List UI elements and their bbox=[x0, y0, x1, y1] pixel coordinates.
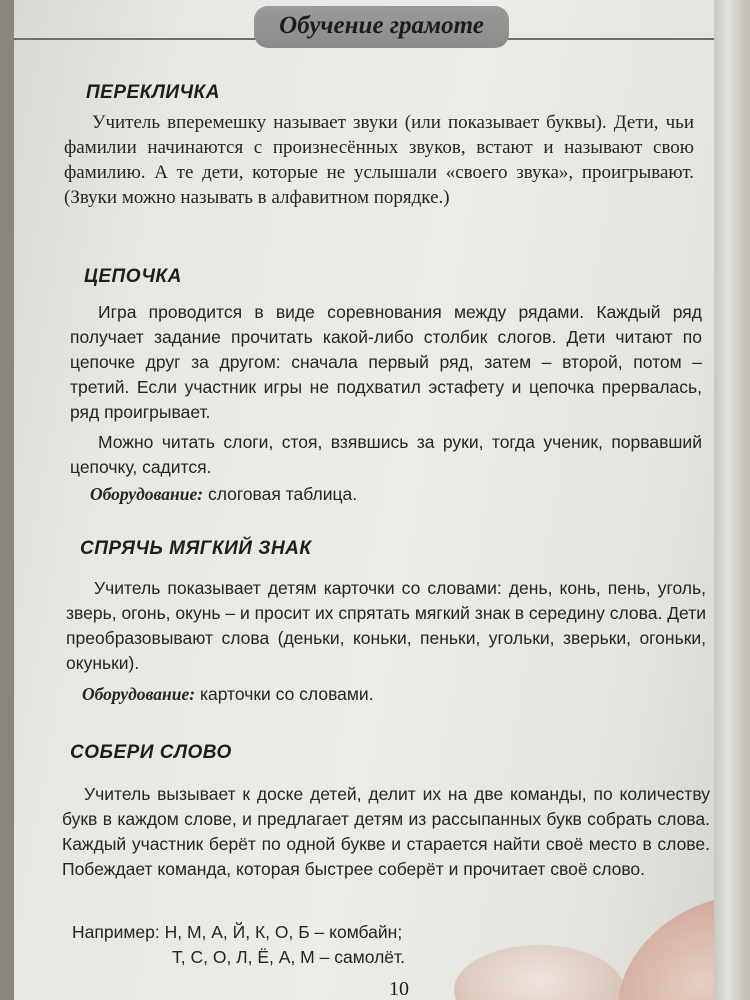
soft-sign-equipment bbox=[82, 684, 374, 705]
chain-paragraph-1: Игра проводится в виде соревнования между рядами. Каждый ряд получает задание прочитать какой-либо столбик слогов. Дети читают по цепочке друг за другом: сначала первый ряд, затем – второй, потом – третий. Если участник игры не подхватил эстафету и цепочка прервалась, ряд проигрывает. bbox=[70, 302, 702, 422]
page-number: 10 bbox=[389, 978, 409, 1000]
chain-equipment-label: Оборудование: bbox=[90, 484, 204, 504]
section-title-build-word: СОБЕРИ СЛОВО bbox=[70, 742, 232, 763]
next-page-edge bbox=[714, 0, 750, 1000]
section-title-chain: ЦЕПОЧКА bbox=[84, 266, 182, 287]
page-header-title: Обучение грамоте bbox=[279, 12, 484, 39]
section-title-soft-sign: СПРЯЧЬ МЯГКИЙ ЗНАК bbox=[80, 538, 312, 559]
book-page bbox=[14, 0, 714, 1000]
section-title-roll-call: ПЕРЕКЛИЧКА bbox=[86, 82, 220, 103]
chain-equipment-text: слоговая таблица. bbox=[207, 484, 358, 504]
build-word-paragraph: Учитель вызывает к доске детей, делит их на две команды, по количеству букв в каждом слове, и предлагает детям из рассыпанных букв собрать слова. Каждый участник берёт по одной букве и старается найти своё место в слове. Побеждает команда, которая быстрее соберёт и прочитает своё слово. bbox=[62, 784, 710, 879]
chain-equipment bbox=[90, 484, 357, 505]
chain-paragraph-2: Можно читать слоги, стоя, взявшись за руки, тогда ученик, порвавший цепочку, садится. bbox=[70, 432, 702, 477]
soft-sign-paragraph: Учитель показывает детям карточки со словами: день, конь, пень, уголь, зверь, огонь, окунь – и просит их спрятать мягкий знак в середину слова. Дети преобразовывают слова (деньки, коньки, пеньки, угольки, зверьки, огоньки, окуньки). bbox=[66, 578, 706, 673]
soft-sign-equipment-text: карточки со словами. bbox=[199, 684, 374, 704]
finger-shadow bbox=[454, 945, 624, 1000]
build-word-example-1: Например: Н, М, А, Й, К, О, Б – комбайн; bbox=[72, 922, 403, 942]
roll-call-paragraph: Учитель вперемешку называет звуки (или показывает буквы). Дети, чьи фамилии начинаются с произнесённых звуков, встают и называют свою фамилию. А те дети, которые не услышали «своего звука», проигрывают. (Звуки можно называть в алфавитном порядке.) bbox=[64, 112, 694, 208]
build-word-example-2: Т, С, О, Л, Ё, А, М – самолёт. bbox=[172, 947, 405, 967]
soft-sign-equipment-label: Оборудование: bbox=[82, 684, 196, 704]
